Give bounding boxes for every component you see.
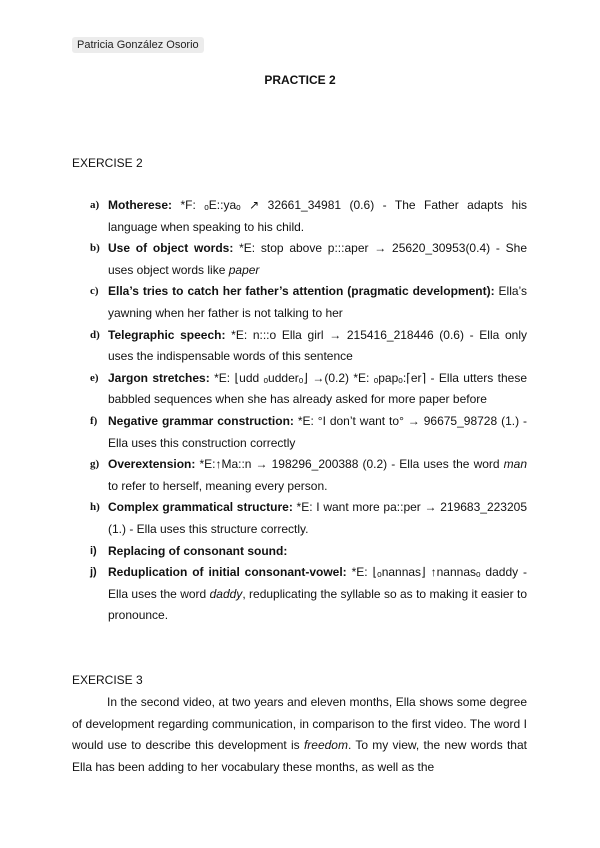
item-text: *E: I want more pa::per → 219683_223205 (1.) - Ella uses this structure correctly. <box>108 500 527 536</box>
item-marker: g) <box>90 458 100 471</box>
item-marker: h) <box>90 501 100 514</box>
list-item <box>90 281 527 324</box>
exercise-3-paragraph <box>72 692 527 778</box>
list-item <box>90 562 527 627</box>
item-marker: a) <box>90 199 100 211</box>
item-marker: f) <box>90 414 98 427</box>
item-label: Negative grammar construction: <box>108 413 294 428</box>
item-marker: j) <box>90 566 97 579</box>
item-marker: i) <box>90 544 97 557</box>
item-text: *E: ⌊udd ₒudderₒ⌋ →(0.2) *E: ₒpapₒ:⌈er⌉ - Ella utters these babbled sequences when she has already asked for more paper before <box>108 370 528 407</box>
item-text: *E: ⌊ₒnannas⌋ ↑nannasₒ daddy - Ella uses the word <box>108 565 527 601</box>
paragraph-text: . To my view, the new words that Ella has been adding to her vocabulary these months, as well as the <box>72 738 527 774</box>
item-marker: d) <box>90 328 100 341</box>
item-label: Overextension: <box>108 457 196 472</box>
item-text: *E: °I don’t want to° → 96675_98728 (1.) - Ella uses this construction correctly <box>108 413 527 450</box>
item-marker: b) <box>90 242 100 255</box>
exercise-2-heading: EXERCISE 2 <box>72 156 143 170</box>
item-label: Motherese: <box>108 198 173 212</box>
list-item <box>90 325 527 368</box>
item-label: Telegraphic speech: <box>108 327 226 342</box>
list-item <box>90 541 527 563</box>
item-label: Reduplication of initial consonant-vowel: <box>108 565 347 580</box>
paragraph-italic: freedom <box>303 738 348 752</box>
list-item <box>90 497 527 540</box>
list-item <box>90 454 527 497</box>
item-label: Use of object words: <box>108 241 234 256</box>
item-text: *F: ₒE::yaₒ ↗ 32661_34981 (0.6) - The Father adapts his language when speaking to his child. <box>108 198 527 234</box>
list-item <box>90 411 527 454</box>
item-text: to refer to herself, meaning every person. <box>108 478 328 493</box>
item-text: *E: stop above p:::aper → 25620_30953(0.4) - She uses object words like <box>108 241 528 277</box>
item-label: Ella’s tries to catch her father’s attention (pragmatic development): <box>108 284 495 299</box>
item-italic: daddy <box>209 586 243 601</box>
list-item <box>90 238 527 281</box>
item-label: Replacing of consonant sound: <box>108 543 288 558</box>
item-italic: paper <box>228 262 260 277</box>
page-title: PRACTICE 2 <box>264 73 336 87</box>
author-name: Patricia González Osorio <box>72 37 204 53</box>
list-item <box>90 195 527 238</box>
item-text: Ella’s yawning when her father is not talking to her <box>108 284 528 320</box>
item-italic: man <box>503 457 527 472</box>
item-label: Jargon stretches: <box>108 370 210 385</box>
item-marker: c) <box>90 285 99 298</box>
exercise-2-list <box>90 195 527 627</box>
item-label: Complex grammatical structure: <box>108 500 293 515</box>
paragraph-text: In the second video, at two years and eleven months, Ella shows some degree of development regarding communication, in comparison to the first video. The word I would use to describe this development is <box>72 695 527 752</box>
list-item <box>90 368 527 411</box>
exercise-3-heading: EXERCISE 3 <box>72 673 143 687</box>
item-text: , reduplicating the syllable so as to making it easier to pronounce. <box>108 586 527 623</box>
item-text: *E: n:::o Ella girl → 215416_218446 (0.6) - Ella only uses the indispensable words of this sentence <box>108 327 527 364</box>
item-text: *E:↑Ma::n → 198296_200388 (0.2) - Ella uses the word <box>195 457 504 472</box>
item-marker: e) <box>90 371 99 384</box>
